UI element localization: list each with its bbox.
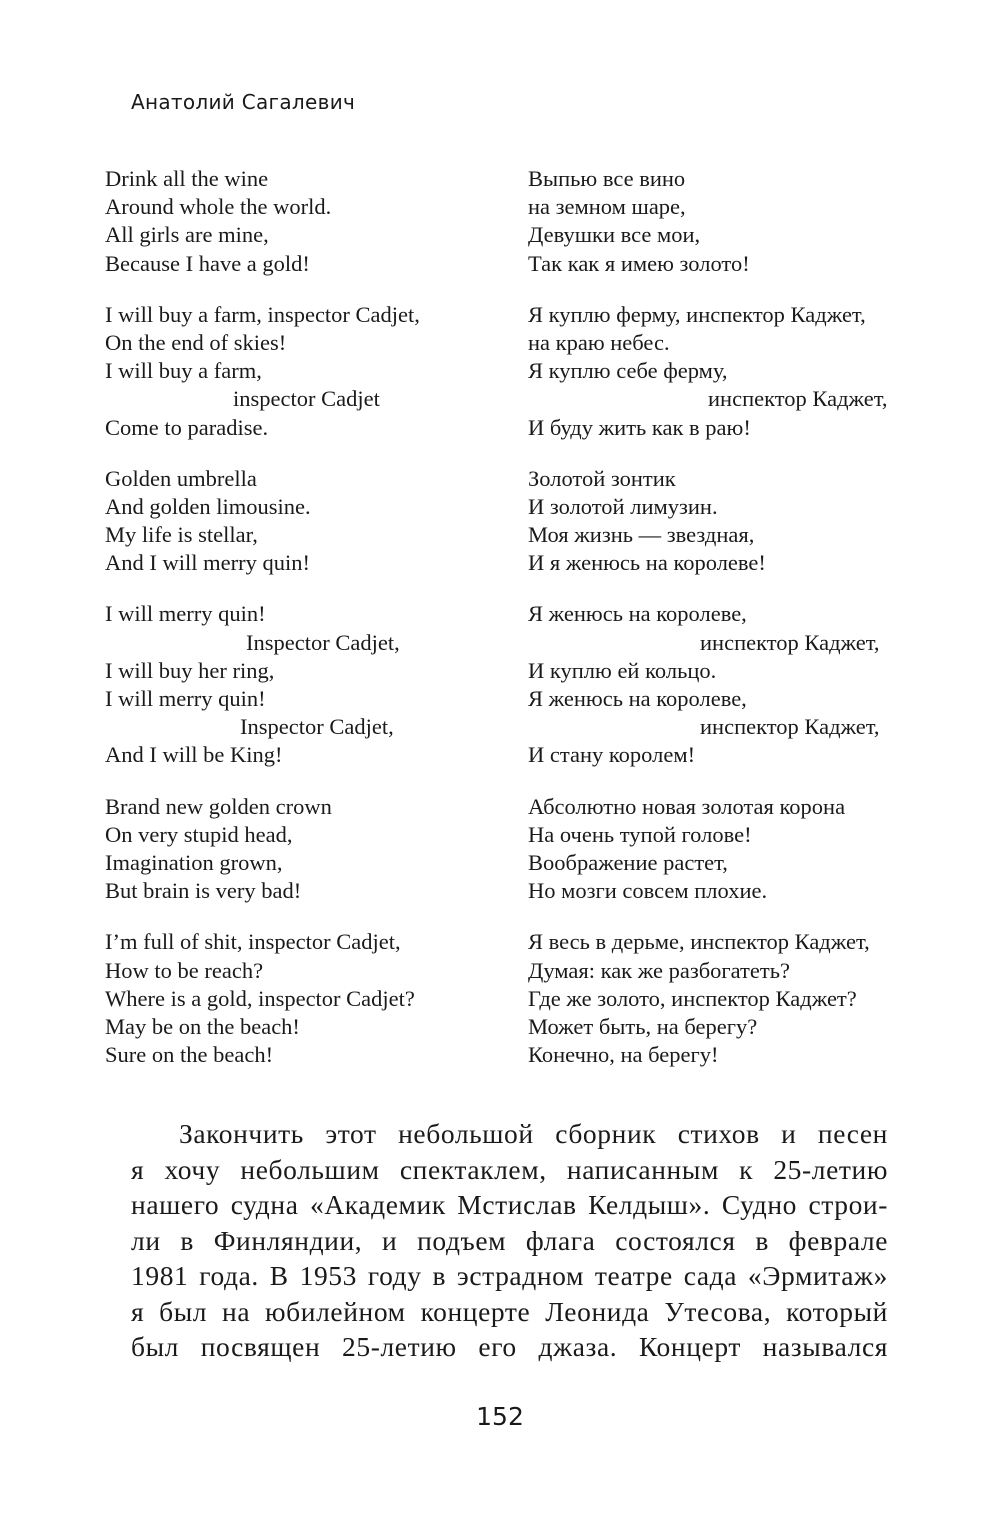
poem-line: Inspector Cadjet, [246, 629, 400, 655]
poem-line: And I will merry quin! [105, 550, 310, 576]
poem-line: Где же золото, инспектор Каджет? [528, 985, 857, 1011]
prose-line: 1981 года. В 1953 году в эстрадном театре сада «Эрмитаж» [131, 1260, 888, 1291]
poem-line: But brain is very bad! [105, 878, 302, 904]
poem-line: Because I have a gold! [105, 250, 310, 276]
stanza [105, 600, 505, 769]
poem-line: Я весь в дерьме, инспектор Каджет, [528, 929, 870, 955]
poem-line: inspector Cadjet [233, 386, 380, 412]
poem-line: Но мозги совсем плохие. [528, 878, 768, 904]
poem-line: Brand new golden crown [105, 793, 332, 819]
poem-line: Where is a gold, inspector Cadjet? [105, 985, 415, 1011]
stanza [528, 600, 948, 769]
poem-line: All girls are mine, [105, 222, 269, 248]
poem-line: I will buy her ring, [105, 657, 275, 683]
poem-line: На очень тупой голове! [528, 821, 752, 847]
prose-line: Закончить этот небольшой сборник стихов и песен [179, 1118, 888, 1149]
poem-line: И золотой лимузин. [528, 493, 718, 519]
running-header-author: Анатолий Сагалевич [131, 90, 356, 114]
prose-line: нашего судна «Академик Мстислав Келдыш». Судно строи- [131, 1189, 888, 1220]
prose-paragraph [131, 1116, 888, 1365]
stanza [528, 793, 948, 906]
poem-line: Может быть, на берегу? [528, 1013, 758, 1039]
stanza [105, 793, 505, 906]
prose-line: я был на юбилейном концерте Леонида Утесова, который [131, 1295, 888, 1327]
poem-line: I will buy a farm, [105, 358, 262, 384]
poem-line: And I will be King! [105, 742, 283, 768]
poem-line: на краю небес. [528, 329, 670, 355]
poem-line: инспектор Каджет, [700, 714, 880, 740]
poem-line: И стану королем! [528, 742, 696, 768]
stanza [105, 165, 505, 278]
poem-line: On very stupid head, [105, 821, 293, 847]
poem-line: И куплю ей кольцо. [528, 657, 717, 683]
stanza [105, 301, 505, 442]
poem-line: How to be reach? [105, 957, 264, 983]
poem-line: I will merry quin! [105, 601, 266, 627]
poem-line: Золотой зонтик [528, 465, 676, 491]
prose-line: был посвящен 25-летию его джаза. Концерт назывался [131, 1331, 888, 1362]
prose-line: ли в Финляндии, и подъем флага состоялся в феврале [131, 1224, 888, 1256]
stanza [528, 928, 948, 1069]
poem-line: инспектор Каджет, [708, 386, 888, 412]
poem-line: And golden limousine. [105, 493, 311, 519]
poem-english-column [105, 165, 505, 1092]
poem-line: И я женюсь на королеве! [528, 550, 766, 576]
poem-line: My life is stellar, [105, 522, 258, 548]
poem-line: Так как я имею золото! [528, 250, 750, 276]
poem-line: Конечно, на берегу! [528, 1042, 719, 1068]
poem-line: Golden umbrella [105, 465, 257, 491]
poem-line: Абсолютно новая золотая корона [528, 793, 846, 819]
poem-line: И буду жить как в раю! [528, 414, 751, 440]
poem-line: Imagination grown, [105, 849, 283, 875]
prose-line: я хочу небольшим спектаклем, написанным к 25-летию [131, 1153, 888, 1185]
poem-line: Воображение растет, [528, 849, 728, 875]
poem-line: Я куплю себе ферму, [528, 358, 728, 384]
poem-line: Моя жизнь — звездная, [528, 522, 755, 548]
poem-line: Inspector Cadjet, [240, 714, 394, 740]
poem-line: Come to paradise. [105, 414, 269, 440]
poem-line: I will merry quin! [105, 686, 266, 711]
poem-line: I’m full of shit, inspector Cadjet, [105, 929, 401, 955]
poem-line: Я женюсь на королеве, [528, 686, 747, 711]
stanza [105, 465, 505, 578]
poem-line: On the end of skies! [105, 329, 287, 355]
poem-line: Я женюсь на королеве, [528, 601, 747, 627]
poem-russian-column [528, 165, 948, 1092]
stanza [105, 928, 505, 1069]
poem-line: на земном шаре, [528, 194, 686, 220]
poem-line: Drink all the wine [105, 166, 269, 191]
page-number: 152 [476, 1402, 524, 1431]
poem-line: May be on the beach! [105, 1013, 300, 1039]
poem-line: Я куплю ферму, инспектор Каджет, [528, 301, 866, 327]
poem-line: Sure on the beach! [105, 1042, 274, 1068]
stanza [528, 165, 948, 278]
poem-line: Девушки все мои, [528, 222, 701, 248]
poem-line: Думая: как же разбогатеть? [528, 957, 790, 983]
poem-line: Выпью все вино [528, 166, 686, 191]
stanza [528, 301, 948, 442]
poem-line: I will buy a farm, inspector Cadjet, [105, 301, 420, 327]
poem-line: инспектор Каджет, [700, 629, 880, 655]
poem-line: Around whole the world. [105, 194, 332, 220]
stanza [528, 465, 948, 578]
